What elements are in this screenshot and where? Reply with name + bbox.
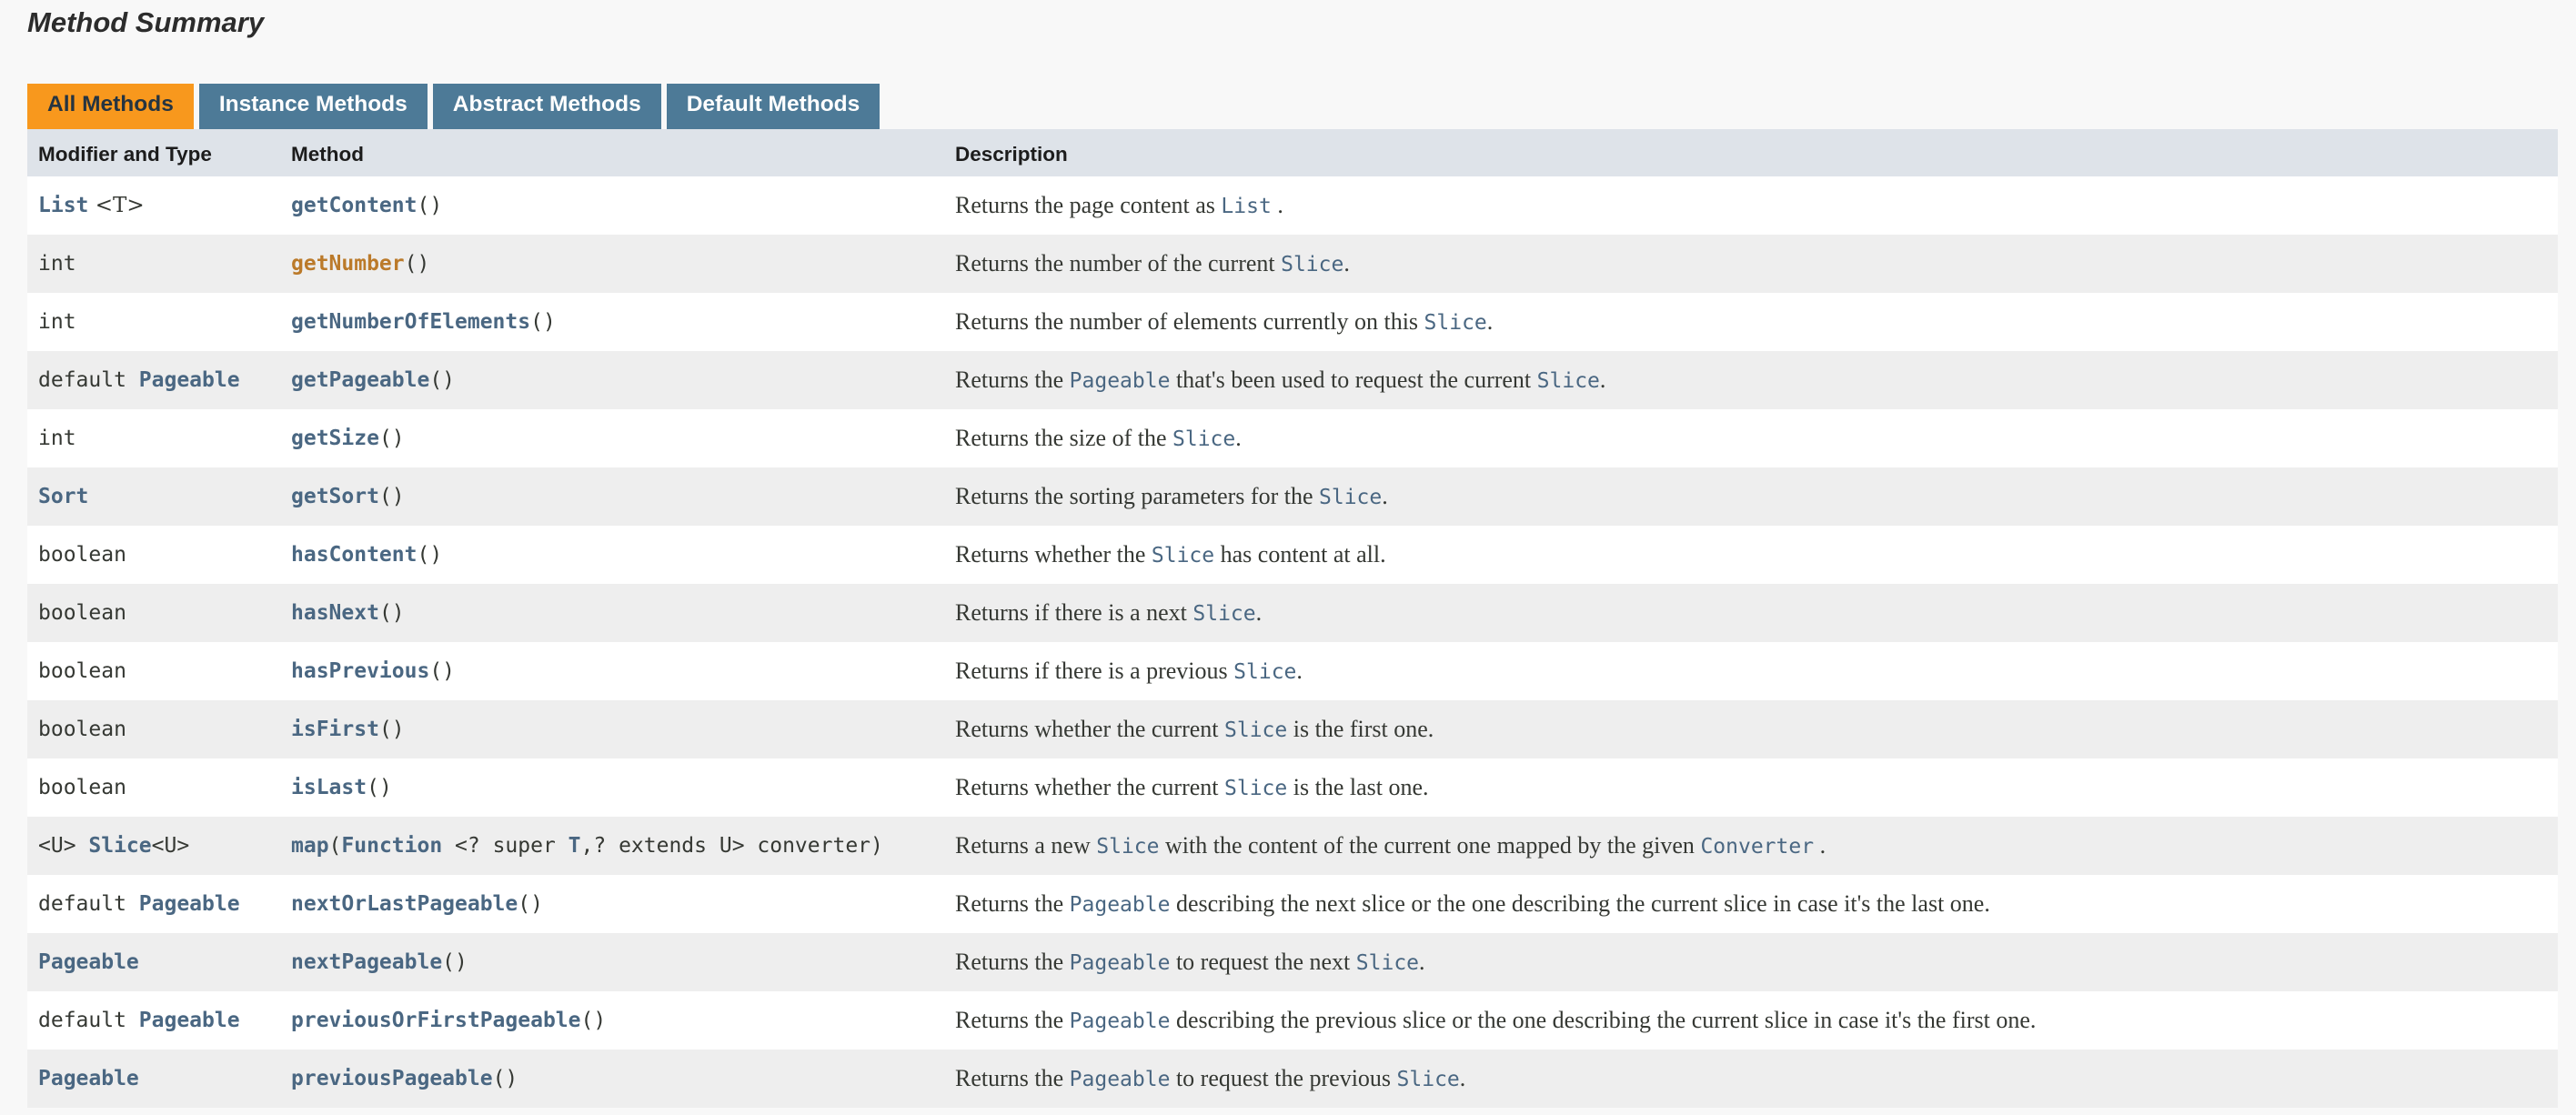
method-params: () — [417, 194, 443, 217]
description-code-link[interactable]: Slice — [1224, 777, 1288, 800]
description-text: Returns the — [955, 367, 1070, 393]
modifier-text: default — [38, 1009, 139, 1032]
description-text: Returns the sorting parameters for the — [955, 483, 1319, 509]
modifier-cell — [27, 758, 280, 817]
modifier-text: boolean — [38, 543, 126, 567]
method-link-has-next[interactable]: hasNext — [291, 601, 379, 625]
description-code-link[interactable]: Slice — [1192, 602, 1256, 626]
return-type-link[interactable]: Slice — [88, 834, 152, 858]
method-params: () — [378, 718, 405, 741]
description-code-link[interactable]: Slice — [1096, 835, 1160, 859]
method-params: () — [580, 1009, 607, 1032]
description-cell — [944, 409, 2558, 467]
modifier-cell — [27, 235, 280, 293]
description-text: . — [1486, 308, 1494, 335]
description-cell — [944, 758, 2558, 817]
table-row — [27, 642, 2558, 700]
description-text: Returns the page content as — [955, 192, 1222, 218]
description-cell — [944, 293, 2558, 351]
modifier-cell — [27, 817, 280, 875]
header-modifier-and-type: Modifier and Type — [27, 129, 280, 176]
description-text: is the last one. — [1287, 774, 1429, 800]
return-type-link[interactable]: Pageable — [138, 368, 240, 392]
modifier-text: <U> — [38, 834, 89, 858]
description-code-link[interactable]: Slice — [1224, 718, 1288, 742]
method-link-get-pageable[interactable]: getPageable — [291, 368, 430, 392]
table-row — [27, 176, 2558, 235]
method-link-map[interactable]: map — [291, 834, 329, 858]
method-cell — [280, 758, 944, 817]
table-row — [27, 235, 2558, 293]
method-cell — [280, 933, 944, 991]
description-text: Returns a new — [955, 832, 1097, 859]
method-link-get-number-of-elements[interactable]: getNumberOfElements — [291, 310, 531, 334]
modifier-cell — [27, 176, 280, 235]
return-type-link[interactable]: Pageable — [38, 1067, 139, 1090]
modifier-cell — [27, 584, 280, 642]
table-body — [27, 176, 2558, 1108]
description-text: . — [1419, 949, 1425, 975]
table-row — [27, 467, 2558, 526]
method-params: () — [404, 252, 430, 276]
return-type-link[interactable]: List — [38, 194, 89, 217]
method-cell — [280, 875, 944, 933]
description-text: describing the previous slice or the one describing the current slice in case it's the first one. — [1170, 1007, 2037, 1033]
method-link-get-size[interactable]: getSize — [291, 427, 379, 450]
description-cell — [944, 584, 2558, 642]
description-cell — [944, 176, 2558, 235]
description-code-link[interactable]: Slice — [1281, 253, 1344, 276]
method-params: () — [530, 310, 556, 334]
description-text: that's been used to request the current — [1170, 367, 1537, 393]
description-text: describing the next slice or the one describing the current slice in case it's the last one. — [1170, 890, 1990, 917]
table-row — [27, 933, 2558, 991]
modifier-text: boolean — [38, 776, 126, 799]
method-cell — [280, 584, 944, 642]
method-link-is-last[interactable]: isLast — [291, 776, 367, 799]
table-row — [27, 409, 2558, 467]
description-code-link[interactable]: Slice — [1319, 486, 1383, 509]
description-code-link[interactable]: List — [1221, 195, 1272, 218]
description-text: has content at all. — [1214, 541, 1386, 568]
modifier-cell — [27, 409, 280, 467]
description-text: . — [1235, 425, 1242, 451]
return-type-link[interactable]: Sort — [38, 485, 89, 508]
description-text: . — [1271, 192, 1283, 218]
description-cell — [944, 642, 2558, 700]
description-cell — [944, 700, 2558, 758]
description-cell — [944, 933, 2558, 991]
method-cell — [280, 991, 944, 1050]
description-code-link[interactable]: Slice — [1233, 660, 1297, 684]
description-text: Returns the — [955, 949, 1070, 975]
modifier-cell — [27, 526, 280, 584]
description-text: Returns if there is a next — [955, 599, 1193, 626]
description-code-link[interactable]: Pageable — [1069, 369, 1171, 393]
modifier-cell — [27, 351, 280, 409]
description-text: . — [1296, 658, 1303, 684]
method-cell — [280, 526, 944, 584]
description-text: Returns the number of elements currently on this — [955, 308, 1424, 335]
description-code-link[interactable]: Pageable — [1069, 951, 1171, 975]
method-link-get-number[interactable]: getNumber — [291, 252, 405, 276]
param-type-link[interactable]: Function — [341, 834, 443, 858]
method-link-get-content[interactable]: getContent — [291, 194, 418, 217]
description-cell — [944, 351, 2558, 409]
method-params: () — [442, 950, 468, 974]
modifier-cell — [27, 642, 280, 700]
method-params: ,? extends U> converter) — [580, 834, 883, 858]
method-cell — [280, 817, 944, 875]
table-row — [27, 351, 2558, 409]
description-text: . — [1343, 250, 1350, 276]
method-params: () — [429, 368, 456, 392]
method-cell — [280, 1050, 944, 1108]
description-cell — [944, 467, 2558, 526]
table-row — [27, 293, 2558, 351]
table-row — [27, 875, 2558, 933]
description-text: is the first one. — [1287, 716, 1434, 742]
description-cell — [944, 526, 2558, 584]
method-params: () — [378, 427, 405, 450]
modifier-text: int — [38, 252, 76, 276]
modifier-cell — [27, 1050, 280, 1108]
modifier-cell — [27, 293, 280, 351]
table-row — [27, 758, 2558, 817]
description-code-link[interactable]: Pageable — [1069, 1068, 1171, 1091]
description-code-link[interactable]: Pageable — [1069, 1010, 1171, 1033]
modifier-cell — [27, 933, 280, 991]
method-link-previous-or-first-pageable[interactable]: previousOrFirstPageable — [291, 1009, 581, 1032]
method-params: () — [492, 1067, 518, 1090]
description-code-link[interactable]: Slice — [1172, 427, 1236, 451]
method-link-get-sort[interactable]: getSort — [291, 485, 379, 508]
description-text: Returns the — [955, 890, 1070, 917]
description-code-link[interactable]: Slice — [1396, 1068, 1460, 1091]
section-title: Method Summary — [27, 6, 265, 38]
method-cell — [280, 467, 944, 526]
return-type-link[interactable]: Pageable — [38, 950, 139, 974]
description-text: Returns the size of the — [955, 425, 1172, 451]
description-code-link[interactable]: Slice — [1151, 544, 1215, 568]
method-summary-table — [27, 129, 2558, 1108]
method-cell — [280, 642, 944, 700]
method-cell — [280, 176, 944, 235]
method-params: () — [417, 543, 443, 567]
method-params: () — [518, 892, 543, 916]
method-tabs — [27, 84, 2558, 129]
description-code-link[interactable]: Slice — [1536, 369, 1600, 393]
modifier-text: default — [38, 368, 139, 392]
description-text: . — [1382, 483, 1388, 509]
description-text: Returns the — [955, 1007, 1070, 1033]
method-link-next-pageable[interactable]: nextPageable — [291, 950, 443, 974]
modifier-text: boolean — [38, 718, 126, 741]
return-type-link[interactable]: Pageable — [138, 1009, 240, 1032]
description-text: . — [1459, 1065, 1466, 1091]
modifier-cell — [27, 467, 280, 526]
description-cell — [944, 235, 2558, 293]
modifier-cell — [27, 875, 280, 933]
method-params: () — [429, 659, 456, 683]
description-text: to request the next — [1170, 949, 1356, 975]
method-link-next-or-last-pageable[interactable]: nextOrLastPageable — [291, 892, 518, 916]
method-cell — [280, 700, 944, 758]
description-text: . — [1814, 832, 1826, 859]
modifier-text: int — [38, 310, 76, 334]
type-parameter: <T> — [88, 194, 145, 217]
description-cell — [944, 991, 2558, 1050]
method-params: () — [367, 776, 392, 799]
modifier-cell — [27, 700, 280, 758]
description-text: Returns whether the current — [955, 716, 1225, 742]
modifier-text: default — [38, 892, 139, 916]
description-code-link[interactable]: Slice — [1355, 951, 1420, 975]
method-cell — [280, 351, 944, 409]
modifier-text: boolean — [38, 601, 126, 625]
description-cell — [944, 1050, 2558, 1108]
method-link-has-content[interactable]: hasContent — [291, 543, 418, 567]
method-link-previous-pageable[interactable]: previousPageable — [291, 1067, 493, 1090]
description-text: with the content of the current one mapped by the given — [1159, 832, 1701, 859]
method-link-is-first[interactable]: isFirst — [291, 718, 379, 741]
description-text: . — [1599, 367, 1606, 393]
table-row — [27, 1050, 2558, 1108]
param-type-link[interactable]: T — [568, 834, 581, 858]
type-parameter: <U> — [151, 834, 190, 858]
description-code-link[interactable]: Converter — [1700, 835, 1815, 859]
method-link-has-previous[interactable]: hasPrevious — [291, 659, 430, 683]
modifier-text: boolean — [38, 659, 126, 683]
modifier-text: int — [38, 427, 76, 450]
tab-all-methods[interactable]: All Methods — [27, 84, 194, 129]
description-cell — [944, 875, 2558, 933]
description-cell — [944, 817, 2558, 875]
method-cell — [280, 409, 944, 467]
tab-instance-methods[interactable]: Instance Methods — [199, 84, 428, 129]
method-params: () — [378, 485, 405, 508]
table-row — [27, 817, 2558, 875]
description-code-link[interactable]: Slice — [1424, 311, 1487, 335]
return-type-link[interactable]: Pageable — [138, 892, 240, 916]
method-params: ( — [328, 834, 342, 858]
method-cell — [280, 293, 944, 351]
table-row — [27, 526, 2558, 584]
description-text: Returns if there is a previous — [955, 658, 1234, 684]
modifier-cell — [27, 991, 280, 1050]
description-text: . — [1255, 599, 1263, 626]
method-params: <? super — [442, 834, 569, 858]
description-text: Returns whether the — [955, 541, 1152, 568]
table-row — [27, 584, 2558, 642]
header-method: Method — [280, 129, 944, 176]
description-text: Returns the — [955, 1065, 1070, 1091]
description-code-link[interactable]: Pageable — [1069, 893, 1171, 917]
tab-abstract-methods[interactable]: Abstract Methods — [433, 84, 661, 129]
table-row — [27, 991, 2558, 1050]
description-text: to request the previous — [1170, 1065, 1397, 1091]
method-params: () — [378, 601, 405, 625]
description-text: Returns whether the current — [955, 774, 1225, 800]
method-cell — [280, 235, 944, 293]
table-header-row — [27, 129, 2558, 176]
header-description: Description — [944, 129, 2558, 176]
tab-default-methods[interactable]: Default Methods — [667, 84, 880, 129]
table-row — [27, 700, 2558, 758]
description-text: Returns the number of the current — [955, 250, 1282, 276]
